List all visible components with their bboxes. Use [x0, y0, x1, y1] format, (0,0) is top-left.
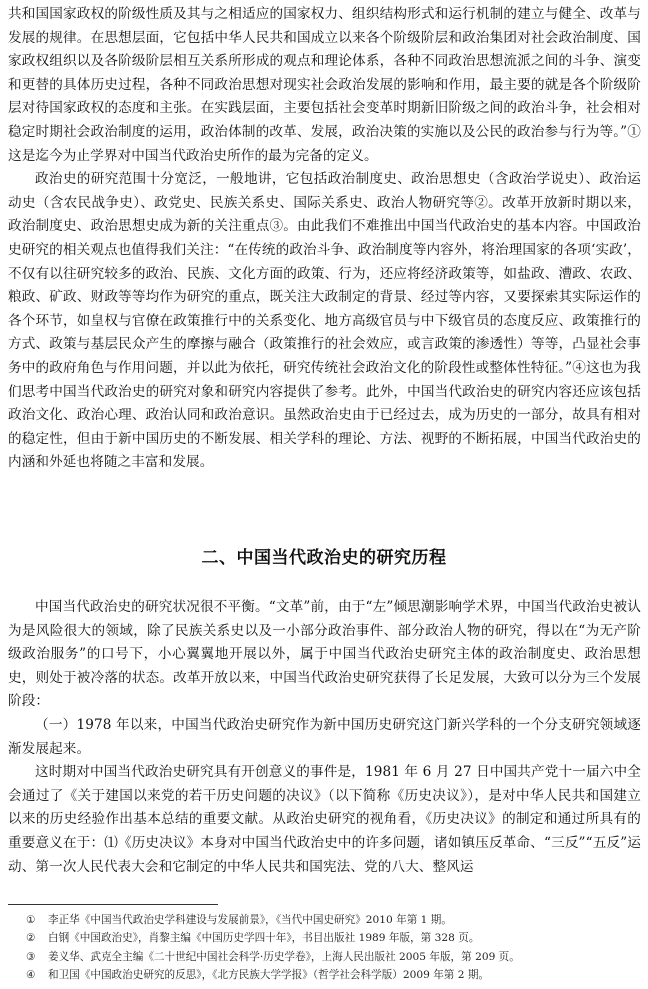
footnote-mark: ① — [26, 914, 36, 926]
footnote-1 — [26, 911, 638, 929]
footnote-divider — [8, 904, 218, 905]
footnote-text: 和卫国《中国政治史研究的反思》，《北方民族大学学报》（哲学社会科学版）2009 年第 2 期。 — [48, 969, 490, 982]
footnote-4 — [26, 966, 638, 984]
paragraph-research-scope: 政治史的研究范围十分宽泛，一般地讲，它包括政治制度史、政治思想史（含政治学说史）、政治运动史（含农民战争史）、政党史、民族关系史、国际关系史、政治人物研究等②。改革开放新时期以来，政治制度史、政治思想史成为新的关注重点③。由此我们不难推出中国当代政治史的基本内容。中国政治史研究的相关观点也值得我们关注：“在传统的政治斗争、政治制度等内容外，将治理国家的各项‘实政’，不仅有以往研究较多的政治、民族、文化方面的政策、行为，还应将经济政策等，如盐政、漕政、农政、粮政、矿政、财政等等均作为研究的重点，既关注大政制定的背景、经过等内容，又要探索其实际运作的各个环节，如皇权与官僚在政策推行中的关系变化、地方高级官员与中下级官员的态度反应、政策推行的方式、政策与基层民众产生的摩擦与融合（政策推行的社会效应，或言政策的渗透性）等等，凸显社会事务中的政府角色与作用问题，并以此为依托，研究传统社会政治文化的阶段性或整体性特征。”④这也为我们思考中国当代政治史的研究对象和研究内容提供了参考。此外，中国当代政治史的研究内容还应该包括政治文化、政治心理、政治认同和政治意识。虽然政治史由于已经过去，成为历史的一部分，故具有相对的稳定性，但由于新中国历史的不断发展、相关学科的理论、方法、视野的不断拓展，中国当代政治史的内涵和外延也将随之丰富和发展。 — [8, 171, 641, 471]
section-heading: 二、中国当代政治史的研究历程 — [201, 548, 447, 568]
footnote-text: 白钢《中国政治史》，肖黎主编《中国历史学四十年》，书目出版社 1989 年版，第 328 页。 — [48, 932, 480, 945]
footnote-2 — [26, 929, 638, 947]
footnote-text: 李正华《中国当代政治史学科建设与发展前景》，《当代中国史研究》2010 年第 1 期。 — [48, 914, 452, 926]
body-text-lower — [8, 596, 641, 879]
footnote-3 — [26, 948, 638, 966]
paragraph-historical-resolution: 这时期对中国当代政治史研究具有开创意义的事件是，1981 年 6 月 27 日中国共产党十一届六中全会通过了《关于建国以来党的若干历史问题的决议》（以下简称《历史决议》），是对中华人民共和国建立以来的历史经验作出基本总结的重要文献。从政治史研究的视角看，《历史决议》的制定和通过所具有的重要意义在于：⑴《历史决议》本身对中国当代政治史中的许多问题，诸如镇压反革命、“三反”“五反”运动、第一次人民代表大会和它制定的中华人民共和国宪法、党的八大、整风运 — [8, 764, 641, 875]
body-text-upper — [8, 3, 641, 475]
footnote-mark: ③ — [26, 950, 36, 963]
paragraph-stage-one: （一）1978 年以来，中国当代政治史研究作为新中国历史研究这门新兴学科的一个分支研究领域逐渐发展起来。 — [8, 716, 641, 757]
paragraph-definition: 共和国国家政权的阶级性质及其与之相适应的国家权力、组织结构形式和运行机制的建立与健全、改革与发展的规律。在思想层面，它包括中华人民共和国成立以来各个阶级阶层和政治集团对社会政治制度、国家政权组织以及各阶级阶层相互关系所形成的观点和理论体系，各种不同政治思想流派之间的斗争、演变和更替的具体历史过程，各种不同政治思想对现实社会政治发展的影响和作用，最主要的就是各个阶级阶层对待国家政权的态度和主张。在实践层面，主要包括社会变革时期新旧阶级之间的政治斗争，社会相对稳定时期社会政治制度的运用，政治体制的改革、发展，政治决策的实施以及公民的政治参与行为等。”①这是迄今为止学界对中国当代政治史所作的最为完备的定义。 — [8, 6, 641, 164]
paragraph-research-status: 中国当代政治史的研究状况很不平衡。“文革”前，由于“左”倾思潮影响学术界，中国当代政治史被认为是风险很大的领域，除了民族关系史以及一小部分政治事件、部分政治人物的研究，得以在“为无产阶级政治服务”的口号下，小心翼翼地开展以外，属于中国当代政治史研究主体的政治制度史、政治思想史，则处于被冷落的状态。改革开放以来，中国当代政治史研究获得了长足发展，大致可以分为三个发展阶段： — [8, 599, 641, 710]
footnote-mark: ④ — [26, 969, 36, 982]
footnote-mark: ② — [26, 932, 36, 945]
footnote-text: 姜义华、武克全主编《二十世纪中国社会科学·历史学卷》，上海人民出版社 2005 年版，第 209 页。 — [48, 950, 520, 963]
footnotes — [26, 911, 638, 985]
